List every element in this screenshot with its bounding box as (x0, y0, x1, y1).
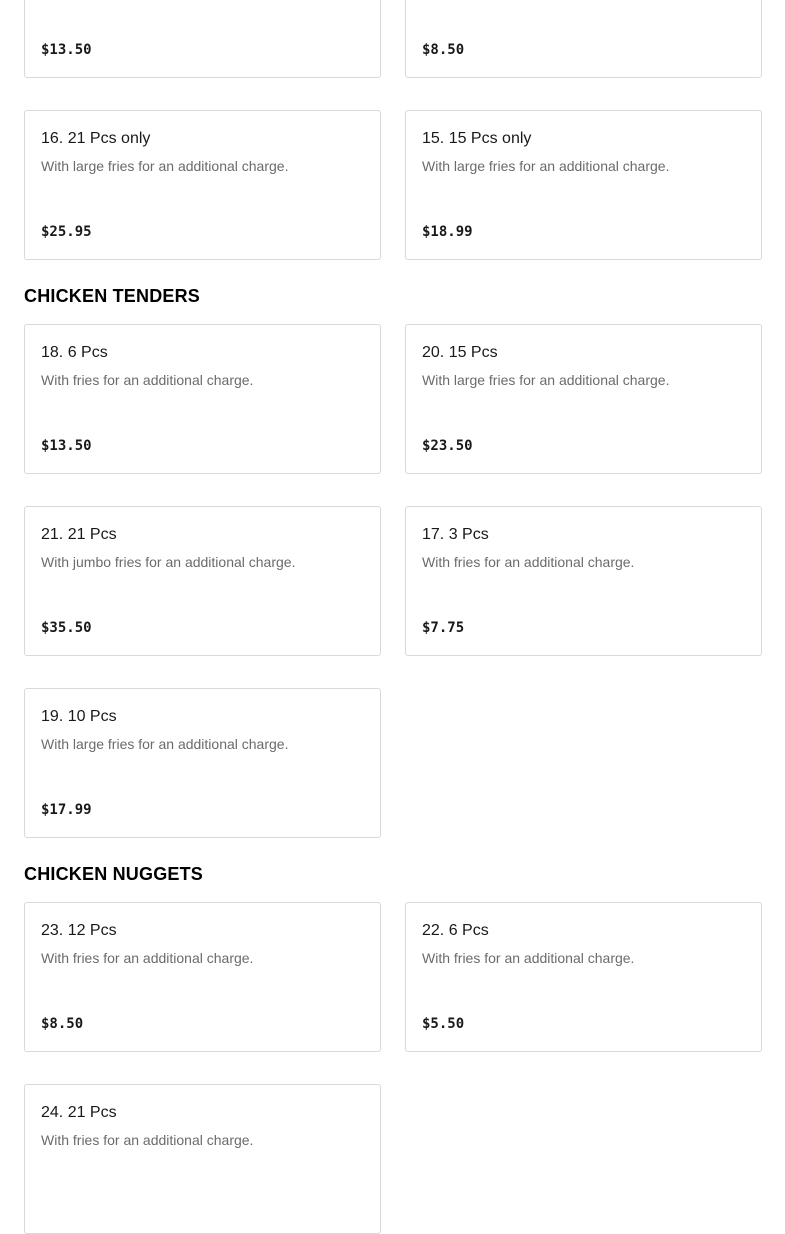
item-title: 19. 10 Pcs (41, 708, 117, 725)
item-price: $23.50 (422, 438, 473, 454)
item-price: $35.50 (41, 620, 92, 636)
item-title: 21. 21 Pcs (41, 526, 117, 543)
item-description: With jumbo fries for an additional charge. (41, 554, 296, 570)
item-description: With large fries for an additional charge. (41, 158, 289, 174)
item-description: With large fries for an additional charge. (41, 736, 289, 752)
item-title: 20. 15 Pcs (422, 344, 498, 361)
item-title: 22. 6 Pcs (422, 922, 489, 939)
menu-item-card[interactable] (24, 110, 381, 260)
menu-item-card[interactable] (24, 1084, 381, 1234)
menu-item-card[interactable] (24, 688, 381, 838)
item-price: $8.50 (41, 1016, 84, 1032)
item-price: $13.50 (41, 438, 92, 454)
item-description: With fries for an additional charge. (41, 950, 254, 966)
menu-item-card[interactable] (405, 902, 762, 1052)
item-title: 17. 3 Pcs (422, 526, 489, 543)
item-price: $18.99 (422, 224, 473, 240)
section-heading-chicken-tenders: CHICKEN TENDERS (24, 286, 201, 306)
menu-item-card[interactable] (24, 324, 381, 474)
item-description: With large fries for an additional charge. (422, 372, 670, 388)
item-price: $17.99 (41, 802, 92, 818)
menu-item-card[interactable] (405, 506, 762, 656)
menu-item-card[interactable] (405, 324, 762, 474)
item-price: $7.75 (422, 620, 465, 636)
item-description: With fries for an additional charge. (41, 372, 254, 388)
item-title: 16. 21 Pcs only (41, 130, 151, 147)
item-price: $25.95 (41, 224, 92, 240)
menu-item-card[interactable] (24, 506, 381, 656)
item-title: 18. 6 Pcs (41, 344, 108, 361)
item-description: With fries for an additional charge. (422, 950, 635, 966)
item-description: With large fries for an additional charge. (422, 158, 670, 174)
item-title: 24. 21 Pcs (41, 1104, 117, 1121)
item-title: 15. 15 Pcs only (422, 130, 532, 147)
item-price: $5.50 (422, 1016, 465, 1032)
item-price: $8.50 (422, 42, 465, 58)
menu-item-card[interactable] (24, 0, 381, 78)
section-heading-chicken-nuggets: CHICKEN NUGGETS (24, 864, 204, 884)
menu-item-card[interactable] (24, 902, 381, 1052)
item-title: 23. 12 Pcs (41, 922, 117, 939)
item-description: With fries for an additional charge. (41, 1132, 254, 1148)
menu-item-card[interactable] (405, 110, 762, 260)
menu-item-card[interactable] (405, 0, 762, 78)
item-price: $13.50 (41, 42, 92, 58)
item-description: With fries for an additional charge. (422, 554, 635, 570)
